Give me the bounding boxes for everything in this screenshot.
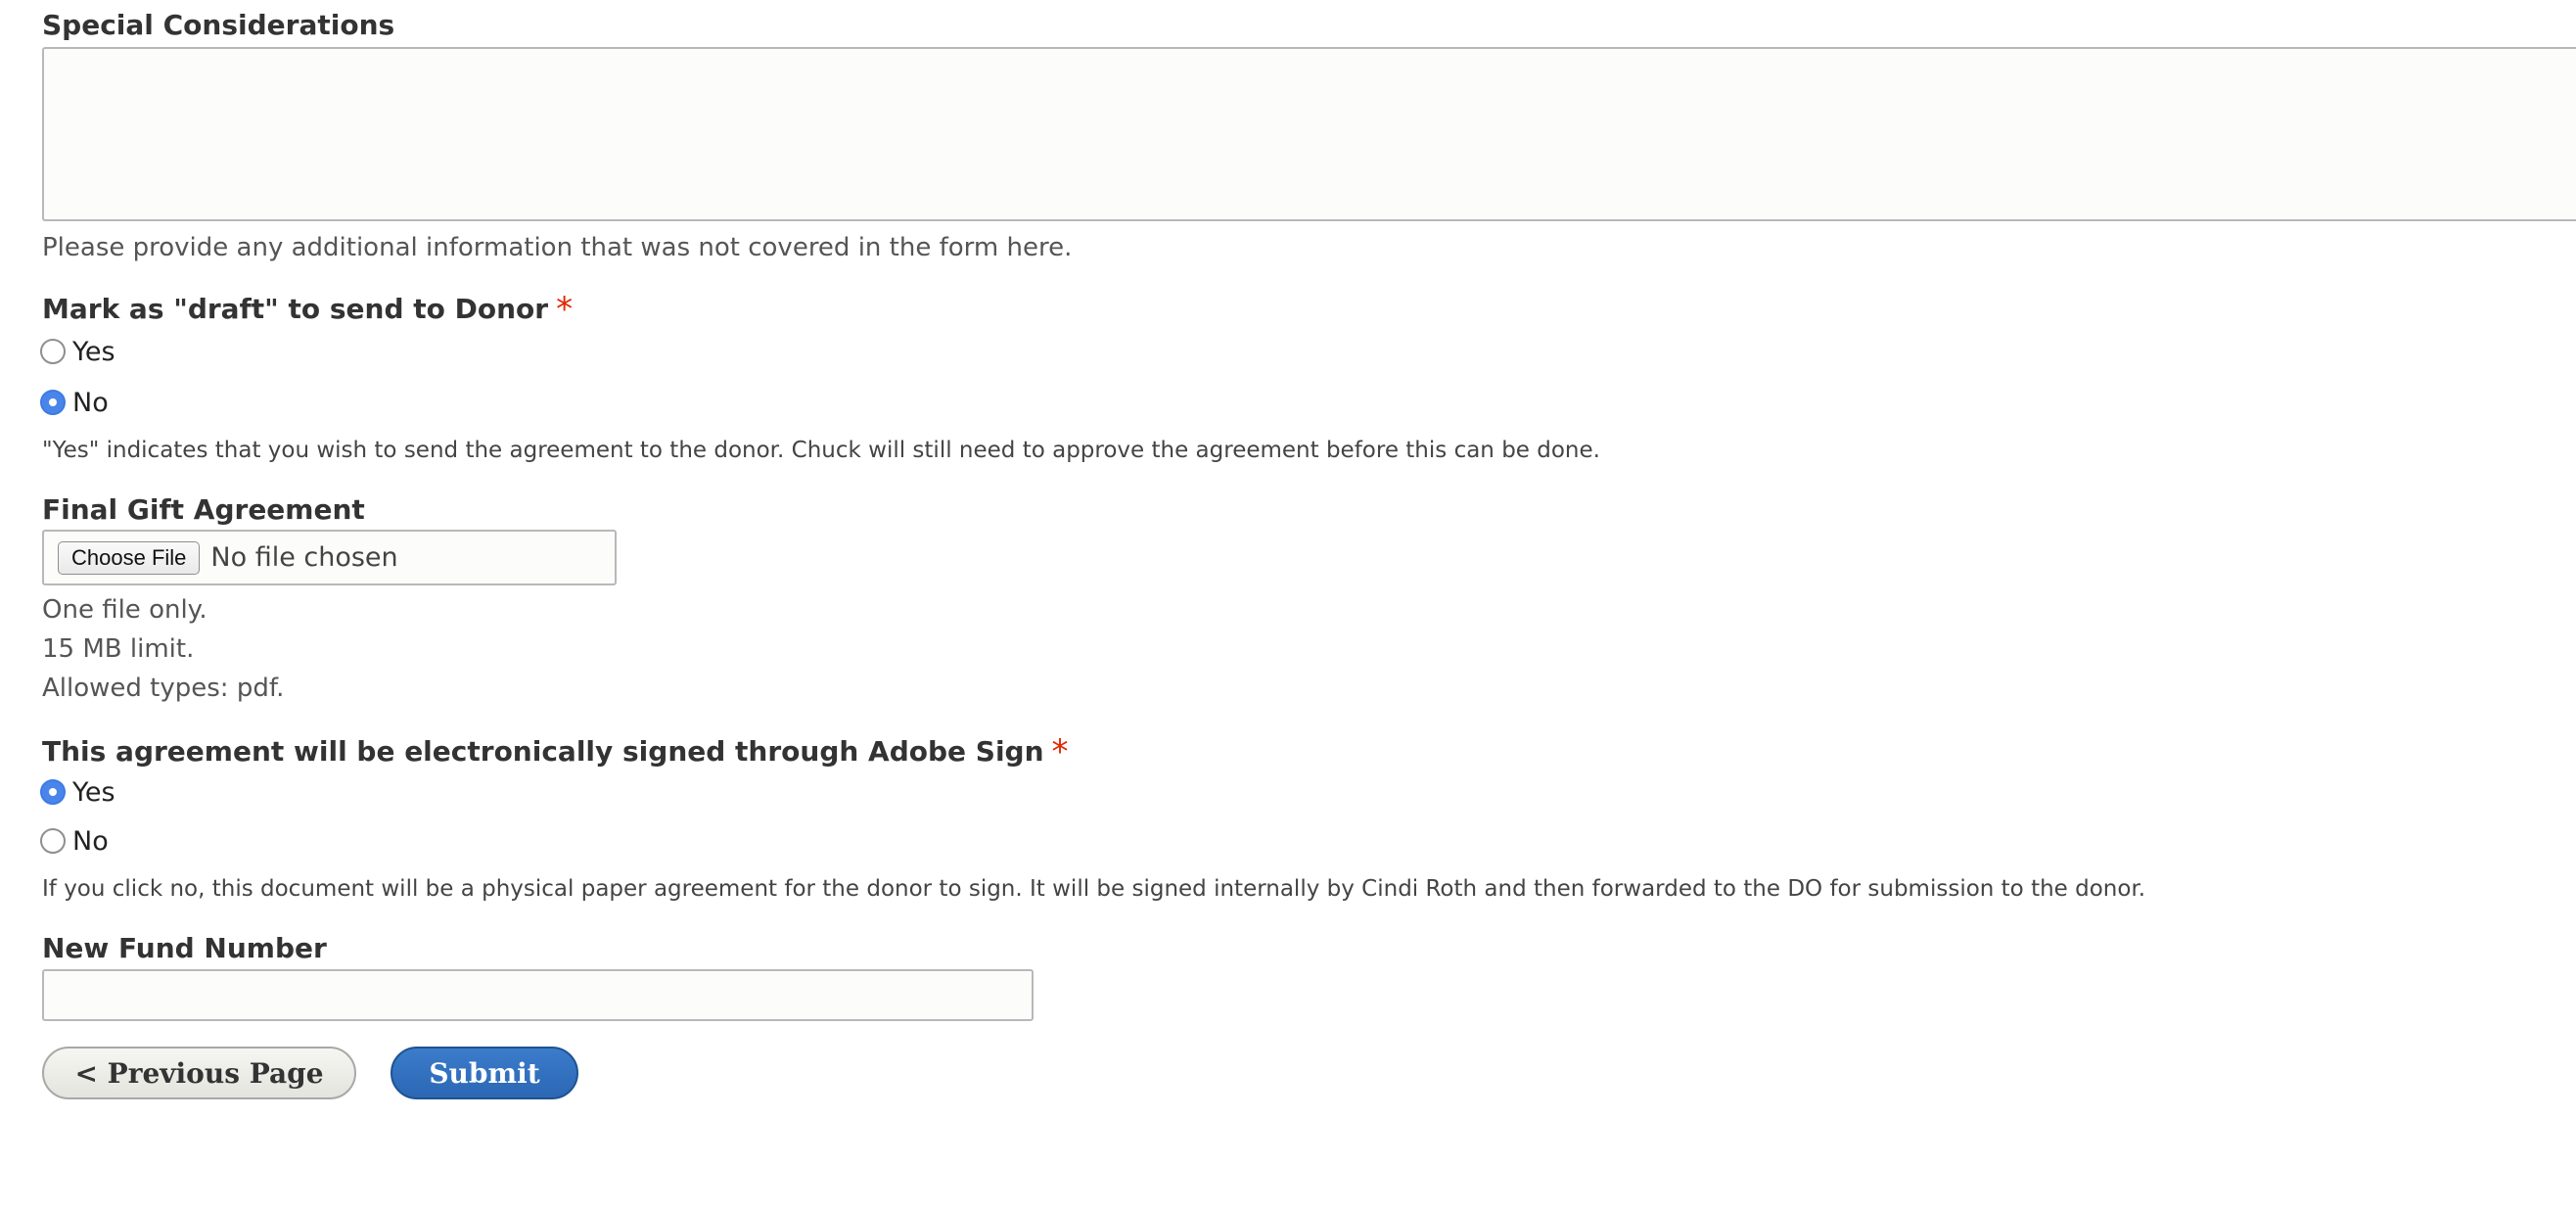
file-note-types: Allowed types: pdf. (42, 674, 285, 703)
draft-yes-radio[interactable] (40, 339, 66, 364)
draft-required-marker: * (556, 290, 574, 329)
draft-yes-label[interactable]: Yes (72, 336, 115, 367)
adobe-sign-option-no[interactable] (40, 825, 109, 857)
adobe-sign-description: If you click no, this document will be a physical paper agreement for the donor to sign. It will be signed internally by Cindi Roth and then forwarded to the DO for submission to the donor. (42, 876, 2146, 902)
adobe-sign-yes-label[interactable]: Yes (72, 776, 115, 808)
file-note-count: One file only. (42, 595, 207, 625)
draft-option-no[interactable] (40, 387, 109, 418)
file-note-size: 15 MB limit. (42, 634, 195, 664)
draft-option-yes[interactable] (40, 336, 115, 367)
submit-button[interactable]: Submit (391, 1047, 578, 1099)
adobe-sign-label (42, 732, 1069, 771)
draft-label-text: Mark as "draft" to send to Donor (42, 293, 549, 325)
new-fund-number-label: New Fund Number (42, 932, 327, 964)
new-fund-number-input[interactable] (42, 969, 1034, 1021)
choose-file-button[interactable]: Choose File (58, 541, 200, 575)
draft-no-radio[interactable] (40, 390, 66, 415)
adobe-sign-option-yes[interactable] (40, 776, 115, 808)
adobe-sign-label-text: This agreement will be electronically signed through Adobe Sign (42, 735, 1044, 768)
draft-no-label[interactable]: No (72, 387, 109, 418)
file-status-text: No file chosen (210, 542, 398, 573)
adobe-sign-required-marker: * (1051, 732, 1069, 771)
draft-description: "Yes" indicates that you wish to send the agreement to the donor. Chuck will still need to approve the agreement before this can be done. (42, 438, 1600, 463)
special-considerations-label: Special Considerations (42, 9, 395, 41)
file-upload-field[interactable] (42, 530, 617, 585)
special-considerations-description: Please provide any additional information that was not covered in the form here. (42, 233, 1073, 262)
adobe-sign-yes-radio[interactable] (40, 779, 66, 805)
draft-label (42, 290, 574, 329)
previous-page-button[interactable]: < Previous Page (42, 1047, 356, 1099)
special-considerations-textarea[interactable] (42, 47, 2576, 221)
adobe-sign-no-label[interactable]: No (72, 825, 109, 857)
adobe-sign-no-radio[interactable] (40, 828, 66, 854)
final-gift-agreement-label: Final Gift Agreement (42, 493, 365, 526)
